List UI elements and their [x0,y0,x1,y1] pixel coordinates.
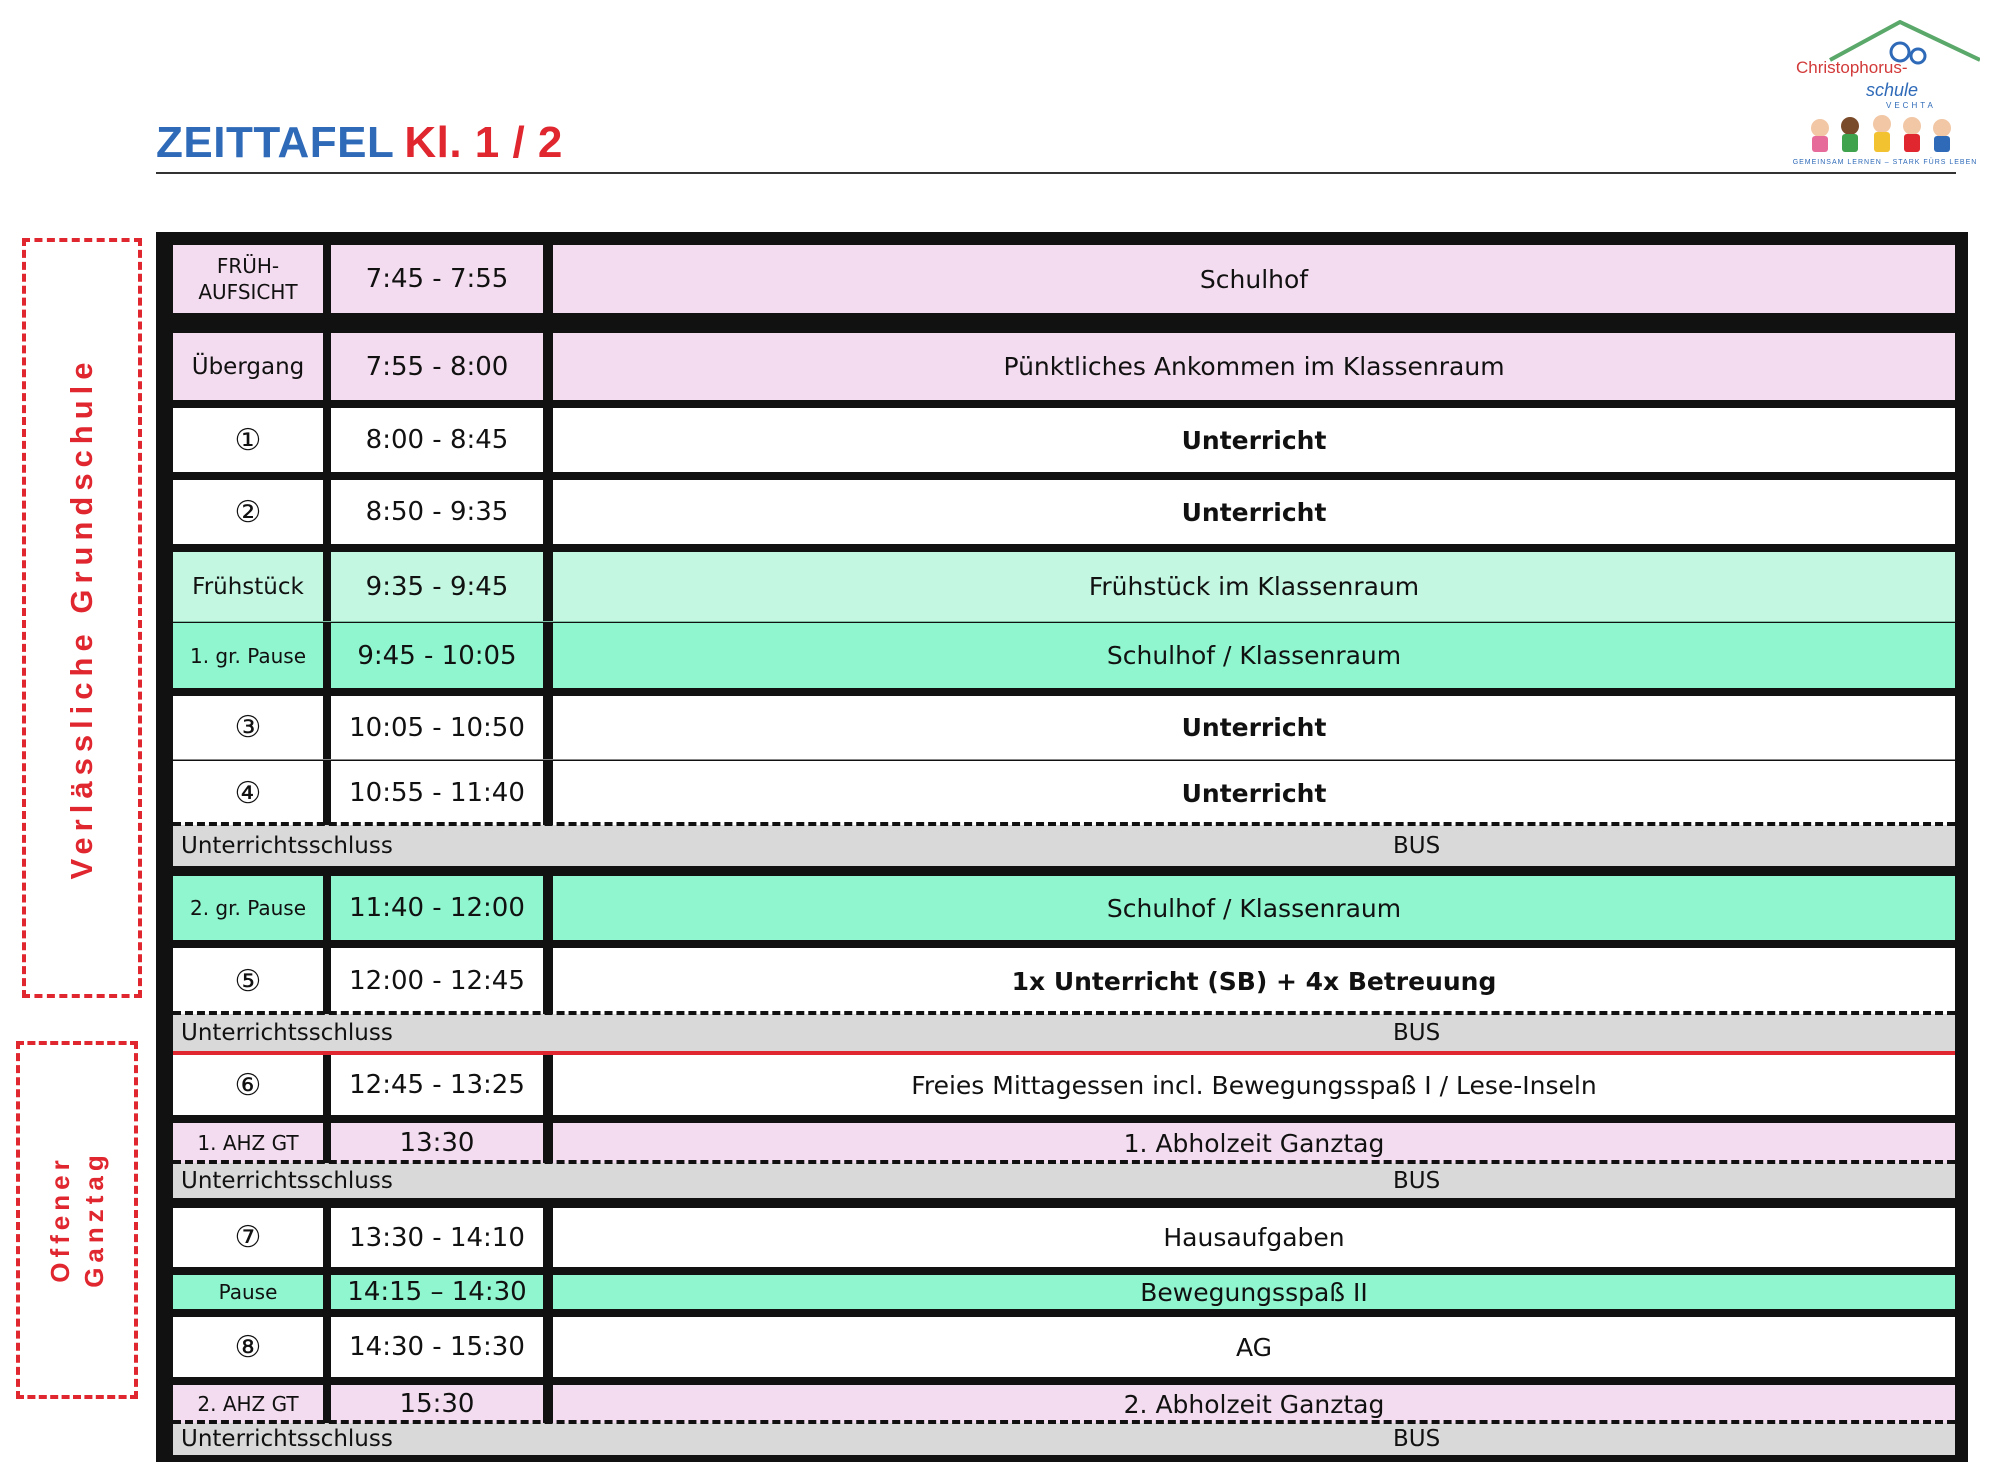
column-divider [323,480,331,544]
column-divider [543,552,553,621]
logo-city: VECHTA [1886,101,1936,110]
table-row [173,1385,1955,1423]
column-divider [543,1123,553,1163]
table-row [173,480,1955,548]
lesson-number: ① [234,422,262,458]
row-time: 14:15 – 14:30 [347,1277,527,1307]
table-row [173,1055,1955,1119]
column-divider [323,696,331,759]
lesson-number: ⑦ [234,1220,262,1255]
schedule-table [156,232,1968,1462]
column-divider [543,948,553,1014]
table-row [173,1317,1955,1381]
row-time: 11:40 - 12:00 [349,893,525,923]
column-divider [323,948,331,1014]
column-divider [323,761,331,825]
row-label: Unterrichtsschluss [181,1426,393,1452]
column-divider [323,245,331,313]
bus-label: BUS [1393,1426,1441,1452]
bus-label: BUS [1393,1019,1441,1046]
column-divider [323,1275,331,1309]
row-label: Unterrichtsschluss [181,1019,393,1046]
row-time: 8:50 - 9:35 [365,497,509,527]
column-divider [323,552,331,621]
row-label: 2. AHZ GT [197,1392,299,1416]
column-divider [543,876,553,940]
table-row [173,1208,1955,1271]
school-logo [1790,20,1980,172]
row-label: Frühstück [192,573,304,600]
column-divider [323,1123,331,1163]
ganztag-label: Ganztag [79,1150,109,1288]
table-row [173,696,1955,760]
column-divider [543,1385,553,1423]
row-time: 15:30 [399,1389,475,1419]
bus-label: BUS [1393,1167,1441,1194]
row-activity: Hausaufgaben [1163,1223,1345,1252]
table-row [173,1123,1955,1163]
row-time: 13:30 [399,1128,475,1158]
row-activity: Unterricht [1181,778,1327,808]
offener-label: Offener [45,1155,75,1283]
row-activity: Unterricht [1181,497,1327,527]
title-class: Kl. 1 / 2 [404,118,563,167]
table-row [173,245,1955,323]
row-activity: Schulhof / Klassenraum [1106,893,1402,923]
row-time: 12:00 - 12:45 [349,966,525,996]
column-divider [543,408,553,472]
column-divider [543,761,553,825]
logo-name: Christophorus- [1796,58,1908,77]
table-row [173,408,1955,476]
column-divider [543,696,553,759]
column-divider [323,623,331,688]
row-label: 1. gr. Pause [189,643,307,668]
row-time: 8:00 - 8:45 [365,425,509,455]
row-activity: Unterricht [1181,425,1327,455]
column-divider [323,1055,331,1115]
row-time: 10:55 - 11:40 [349,778,525,808]
column-divider [543,333,553,400]
verlaessliche-grundschule-label: Verlässliche Grundschule [64,356,99,880]
table-row [173,876,1955,944]
lesson-number: ⑥ [234,1067,262,1103]
row-time: 7:55 - 8:00 [365,351,509,382]
column-divider [323,1385,331,1423]
row-time: 9:35 - 9:45 [365,571,509,602]
row-time: 14:30 - 15:30 [349,1332,525,1362]
unterrichtsschluss-row [173,1423,1955,1455]
row-time: 13:30 - 14:10 [349,1222,525,1253]
row-label: Unterrichtsschluss [181,832,393,859]
table-row [173,1275,1955,1313]
row-activity: 1x Unterricht (SB) + 4x Betreuung [1011,966,1497,996]
row-time: 10:05 - 10:50 [349,712,525,743]
table-row [173,948,1955,1014]
dashed-divider [173,1011,1955,1015]
dashed-divider [173,1420,1955,1424]
column-divider [323,876,331,940]
row-activity: Bewegungsspaß II [1140,1277,1368,1307]
row-label: Unterrichtsschluss [181,1167,393,1194]
row-activity: Schulhof / Klassenraum [1106,641,1402,670]
column-divider [543,1317,553,1377]
offener-ganztag-label [43,1119,111,1319]
column-divider [543,1055,553,1115]
row-activity: Frühstück im Klassenraum [1088,572,1420,601]
children-figures-icon [1811,115,1951,152]
column-divider [323,1208,331,1267]
row-activity: Schulhof [1199,264,1309,294]
column-divider [543,245,553,313]
row-activity: Unterricht [1181,713,1327,742]
dashed-divider [173,1160,1955,1164]
row-activity: 2. Abholzeit Ganztag [1123,1389,1385,1419]
title-divider [156,172,1956,174]
column-divider [323,408,331,472]
column-divider [543,623,553,688]
row-label: Pause [218,1280,278,1304]
row-activity: Pünktliches Ankommen im Klassenraum [1003,352,1505,381]
row-time: 7:45 - 7:55 [365,264,509,294]
row-time: 12:45 - 13:25 [349,1070,525,1100]
row-label: 1. AHZ GT [197,1131,299,1155]
dashed-divider [173,822,1955,826]
column-divider [543,1275,553,1309]
lesson-number: ⑧ [234,1329,262,1365]
table-row [173,623,1955,692]
logo-schule: schule [1866,80,1919,100]
row-activity: 1. Abholzeit Ganztag [1123,1128,1385,1158]
column-divider [543,480,553,544]
bus-label: BUS [1393,832,1441,859]
table-row [173,552,1955,622]
row-label [173,245,323,313]
lesson-number: ⑤ [234,963,262,999]
column-divider [323,1317,331,1377]
unterrichtsschluss-row [173,825,1955,871]
lesson-number: ② [234,494,262,530]
row-time: 9:45 - 10:05 [357,640,517,671]
title-zeittafel: ZEITTAFEL [156,118,395,167]
page-title [156,118,563,168]
lesson-number: ④ [234,775,262,811]
table-row [173,761,1955,825]
fruehaufsicht-label: FRÜH- AUFSICHT [198,254,298,304]
lesson-number: ③ [234,710,262,745]
unterrichtsschluss-row [173,1014,1955,1051]
row-label: 2. gr. Pause [189,896,307,920]
row-label: Übergang [191,353,305,380]
column-divider [323,333,331,400]
unterrichtsschluss-row [173,1163,1955,1203]
column-divider [543,1208,553,1267]
row-activity: AG [1235,1332,1273,1362]
table-row [173,333,1955,404]
row-activity: Freies Mittagessen incl. Bewegungsspaß I / Lese-Inseln [911,1070,1597,1100]
logo-slogan: GEMEINSAM LERNEN – STARK FÜRS LEBEN [1792,159,1978,166]
